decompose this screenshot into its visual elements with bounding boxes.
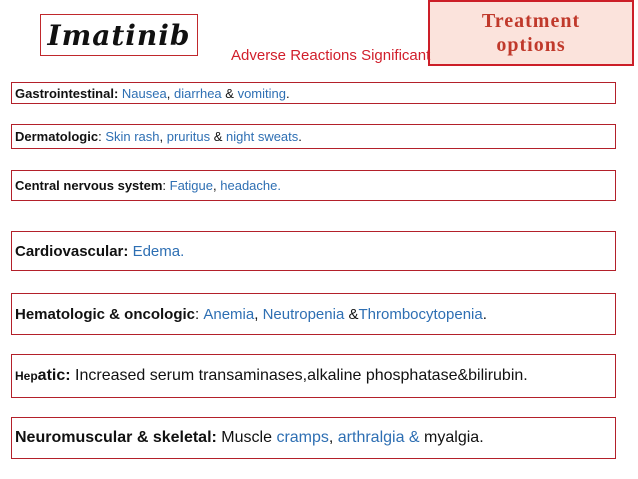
derm-pruritus: pruritus: [166, 129, 211, 144]
sep: .: [482, 305, 487, 323]
sep: &: [210, 129, 227, 144]
row-hepatic: [11, 354, 616, 398]
derm-skin-rash: Skin rash: [105, 129, 160, 144]
sep: ,: [328, 429, 338, 446]
neuro-muscle: Muscle: [216, 429, 277, 446]
derm-label: Dermatologic: [15, 129, 99, 144]
derm-night-sweats: night sweats: [226, 129, 299, 144]
neuro-cramps: cramps: [276, 429, 329, 446]
sep: :: [98, 129, 106, 144]
hepatic-label-b: atic:: [37, 367, 71, 384]
row-gastrointestinal: [11, 82, 616, 104]
gi-vomiting: vomiting: [237, 85, 286, 101]
row-hematologic: [11, 293, 616, 335]
hema-neutropenia: Neutropenia: [262, 305, 345, 323]
hema-thrombocytopenia: Thrombocytopenia: [358, 305, 483, 323]
sep: .: [298, 129, 302, 144]
treatment-line-2: options: [496, 34, 566, 56]
sep: .: [286, 85, 290, 101]
drug-title: Imatinib: [40, 14, 198, 56]
row-neuromuscular: [11, 417, 616, 459]
hepatic-label-a: Hep: [15, 369, 38, 383]
sep: :: [162, 178, 170, 193]
cns-headache: headache.: [220, 178, 281, 193]
hema-label: Hematologic & oncologic: [15, 305, 196, 323]
hepatic-text: Increased serum transaminases,alkaline phosphatase&bilirubin.: [70, 367, 528, 384]
subtitle: Adverse Reactions Significant: [231, 47, 431, 64]
sep: &: [221, 85, 238, 101]
neuro-arthralgia: arthralgia &: [337, 429, 420, 446]
cardio-label: Cardiovascular:: [15, 242, 129, 260]
sep: &: [344, 305, 359, 323]
neuro-label: Neuromuscular & skeletal:: [15, 429, 217, 446]
treatment-line-1: Treatment: [481, 10, 581, 32]
neuro-myalgia: myalgia.: [419, 429, 484, 446]
hema-anemia: Anemia: [203, 305, 255, 323]
sep: ,: [213, 178, 221, 193]
gi-diarrhea: diarrhea: [173, 85, 222, 101]
sep: ,: [166, 85, 174, 101]
cns-label: Central nervous system: [15, 178, 163, 193]
cardio-edema: Edema.: [132, 242, 185, 260]
treatment-options-box[interactable]: [428, 0, 634, 66]
row-dermatologic: [11, 124, 616, 149]
sep: :: [195, 305, 204, 323]
gi-nausea: Nausea: [121, 85, 167, 101]
cns-fatigue: Fatigue: [169, 178, 214, 193]
row-cardiovascular: [11, 231, 616, 271]
sep: ,: [159, 129, 167, 144]
gi-label: Gastrointestinal:: [15, 85, 119, 101]
row-cns: [11, 170, 616, 201]
sep: ,: [254, 305, 263, 323]
